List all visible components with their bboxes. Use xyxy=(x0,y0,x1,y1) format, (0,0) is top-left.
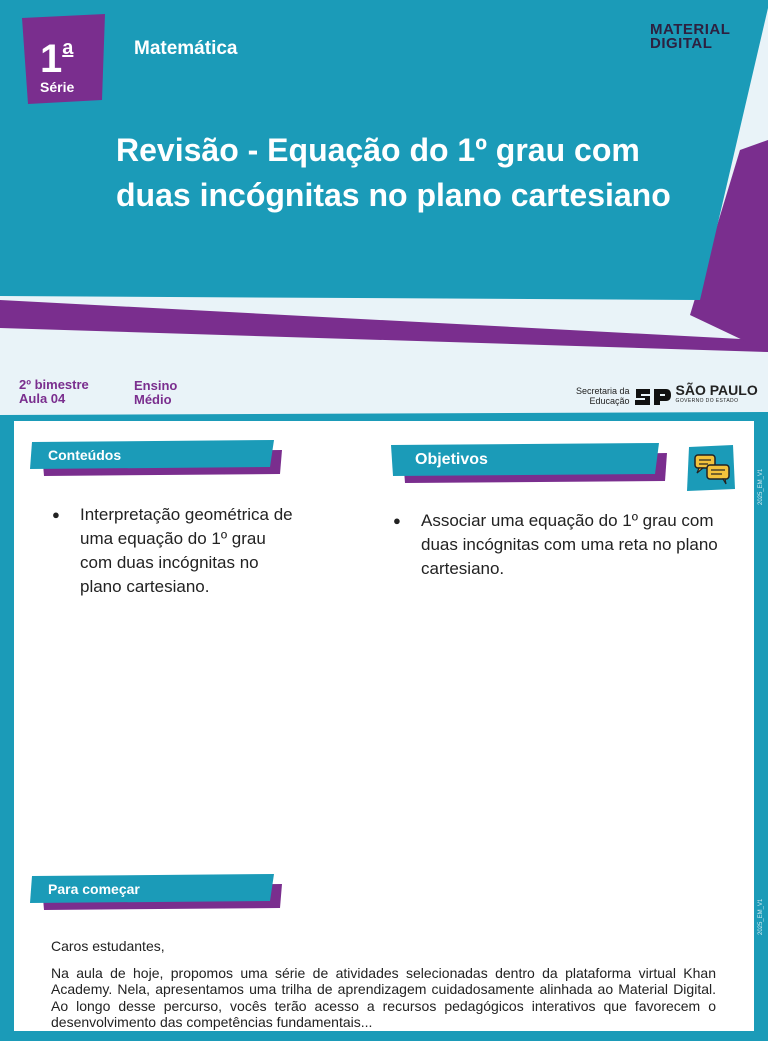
government-logo xyxy=(576,384,758,408)
conteudos-heading: Conteúdos xyxy=(48,447,122,463)
side-code: 2025_EM_V1 xyxy=(758,468,764,505)
sp-logo-icon xyxy=(634,386,672,406)
ensino-info: Ensino Médio xyxy=(134,378,178,407)
intro-text xyxy=(51,938,716,1041)
secretaria-text: Secretaria da Educação xyxy=(576,386,630,406)
objetivos-heading-tab xyxy=(391,443,671,485)
bimestre-info: 2º bimestre Aula 04 xyxy=(19,377,89,406)
page-title: Revisão - Equação do 1º grau com duas incógnitas no plano cartesiano xyxy=(116,132,671,213)
para-comecar-heading-tab xyxy=(30,874,285,912)
conteudos-heading-tab xyxy=(30,440,285,478)
conteudos-list xyxy=(52,503,300,599)
subject-title: Matemática xyxy=(134,38,238,59)
list-item: ● Associar uma equação do 1º grau com duas incógnitas com uma reta no plano cartesiano. xyxy=(393,509,733,581)
intro-paragraph: Na aula de hoje, propomos uma série de atividades selecionadas dentro da plataforma virtual Khan Academy. Nela, apresentamos uma trilha de aprendizagem cuidadosamente alinhada ao Material Digital. Ao longo desse percurso, vocês terão acesso a recursos pedagógicos interativos que favorecem o desenvolvimento das competências fundamentais... xyxy=(51,964,716,1030)
serie-label: Série xyxy=(40,79,75,95)
side-code-lower: 2025_EM_V1 xyxy=(758,898,764,935)
objetivos-list xyxy=(393,509,733,581)
serie-number: 1$^a$ xyxy=(40,37,74,81)
greeting: Caros estudantes, xyxy=(51,938,165,954)
objetivos-heading: Objetivos xyxy=(415,451,488,468)
chat-bubbles-icon xyxy=(685,443,739,493)
governo-estado-text: GOVERNO DO ESTADO xyxy=(675,398,739,404)
para-comecar-heading: Para começar xyxy=(48,881,140,897)
list-item: ● Interpretação geométrica de uma equação do 1º grau com duas incógnitas no plano cartesiano. xyxy=(52,503,300,599)
material-digital-logo: MATERIAL DIGITAL xyxy=(650,21,731,52)
sao-paulo-text: SÃO PAULO xyxy=(675,382,758,398)
